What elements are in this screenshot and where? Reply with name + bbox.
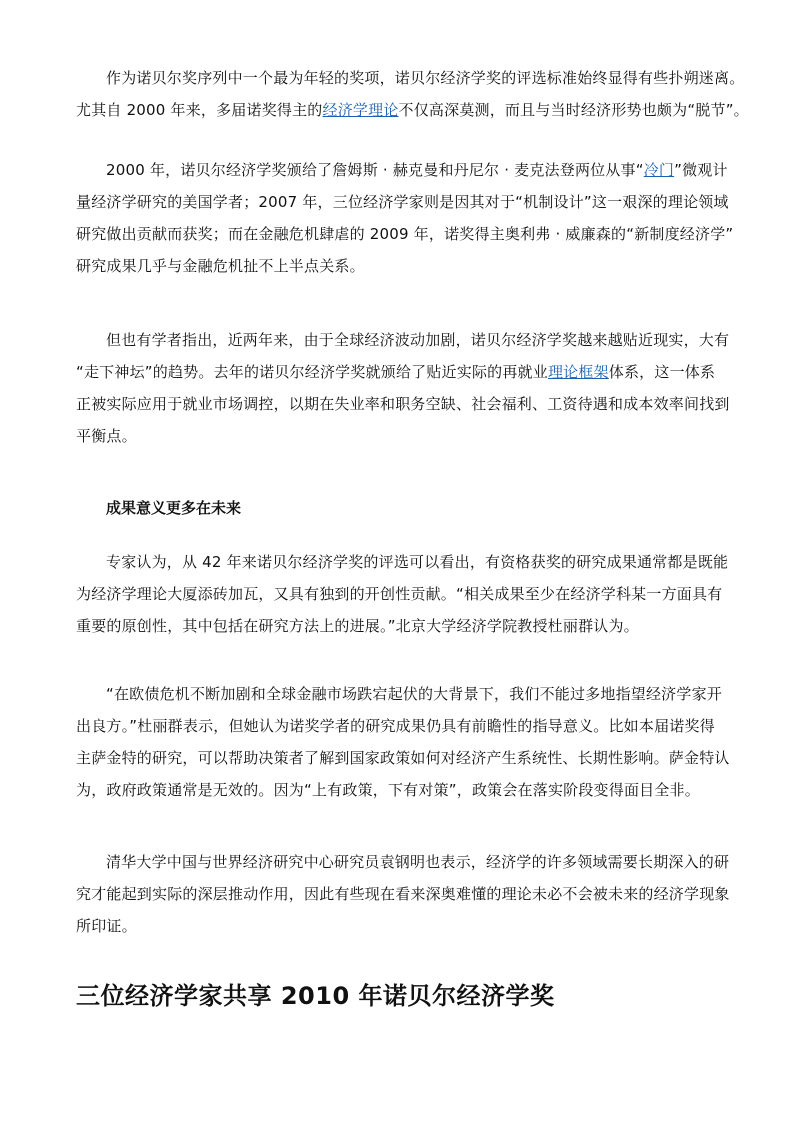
- paragraph-expert-view: [76, 546, 776, 642]
- section-heading: 三位经济学家共享 2010 年诺贝尔经济学奖: [76, 982, 555, 1010]
- text-line: 专家认为，从 42 年来诺贝尔经济学奖的评选可以看出，有资格获奖的研究成果通常都是既能: [106, 553, 729, 571]
- text-fragment: 不仅高深莫测，而且与当时经济形势也颇为“脱节”。: [398, 101, 749, 119]
- text-line: “在欧债危机不断加剧和全球金融市场跌宕起伏的大背景下，我们不能过多地指望经济学家开: [106, 685, 722, 703]
- text-line: 所印证。: [76, 917, 137, 935]
- text-line: 主萨金特的研究，可以帮助决策者了解到国家政策如何对经济产生系统性、长期性影响。萨金特认: [76, 749, 730, 767]
- text-fragment: 2000 年，诺贝尔经济学奖颁给了詹姆斯 · 赫克曼和丹尼尔 · 麦克法登两位从事“: [106, 161, 644, 179]
- text-line: 出良方。”杜丽群表示，但她认为诺奖学者的研究成果仍具有前瞻性的指导意义。比如本届诺奖得: [76, 717, 715, 735]
- text-fragment: ”微观计: [674, 161, 728, 179]
- text-line: 正被实际应用于就业市场调控，以期在失业率和职务空缺、社会福利、工资待遇和成本效率间找到: [76, 395, 730, 413]
- text-line: 为经济学理论大厦添砖加瓦，又具有独到的开创性贡献。“相关成果至少在经济学科某一方面具有: [76, 585, 723, 603]
- theory-framework-link[interactable]: 理论框架: [547, 363, 609, 381]
- paragraph-debt-crisis: [76, 678, 776, 806]
- text-line: 但也有学者指出，近两年来，由于全球经济波动加剧，诺贝尔经济学奖越来越贴近现实，大有: [106, 331, 730, 349]
- text-fragment: 尤其自 2000 年来，多届诺奖得主的: [76, 101, 323, 119]
- text-line: 清华大学中国与世界经济研究中心研究员袁钢明也表示，经济学的许多领域需要长期深入的研: [106, 853, 730, 871]
- text-fragment: “走下神坛”的趋势。去年的诺贝尔经济学奖就颁给了贴近实际的再就业: [76, 363, 548, 381]
- text-line: 为，政府政策通常是无效的。因为“上有政策，下有对策”，政策会在落实阶段变得面目全非。: [76, 781, 700, 799]
- paragraph-recent-trend: [76, 324, 776, 452]
- subheading: 成果意义更多在未来: [106, 499, 242, 517]
- text-line: 量经济学研究的美国学者；2007 年，三位经济学家则是因其对于“机制设计”这一艰深的理论领域: [76, 193, 729, 211]
- text-line: 究才能起到实际的深层推动作用，因此有些现在看来深奥难懂的理论未必不会被未来的经济学现象: [76, 885, 730, 903]
- text-line: 研究做出贡献而获奖；而在金融危机肆虐的 2009 年，诺奖得主奥利弗 · 威廉森的“新制度经济学”: [76, 225, 734, 243]
- paragraph-2000-prize: [76, 154, 776, 282]
- text-line: 重要的原创性，其中包括在研究方法上的进展。”北京大学经济学院教授杜丽群认为。: [76, 617, 639, 635]
- paragraph-intro: [76, 62, 776, 126]
- text-line: [76, 94, 776, 126]
- cold-field-link[interactable]: 冷门: [643, 161, 675, 179]
- text-line: 作为诺贝尔奖序列中一个最为年轻的奖项，诺贝尔经济学奖的评选标准始终显得有些扑朔迷离。: [106, 69, 745, 87]
- text-line: 平衡点。: [76, 427, 137, 445]
- text-line: [76, 356, 776, 388]
- economics-theory-link[interactable]: 经济学理论: [322, 101, 399, 119]
- text-line: 研究成果几乎与金融危机扯不上半点关系。: [76, 257, 365, 275]
- paragraph-tsinghua: [76, 846, 776, 942]
- text-fragment: 体系，这一体系: [608, 363, 716, 381]
- text-line: [76, 154, 776, 186]
